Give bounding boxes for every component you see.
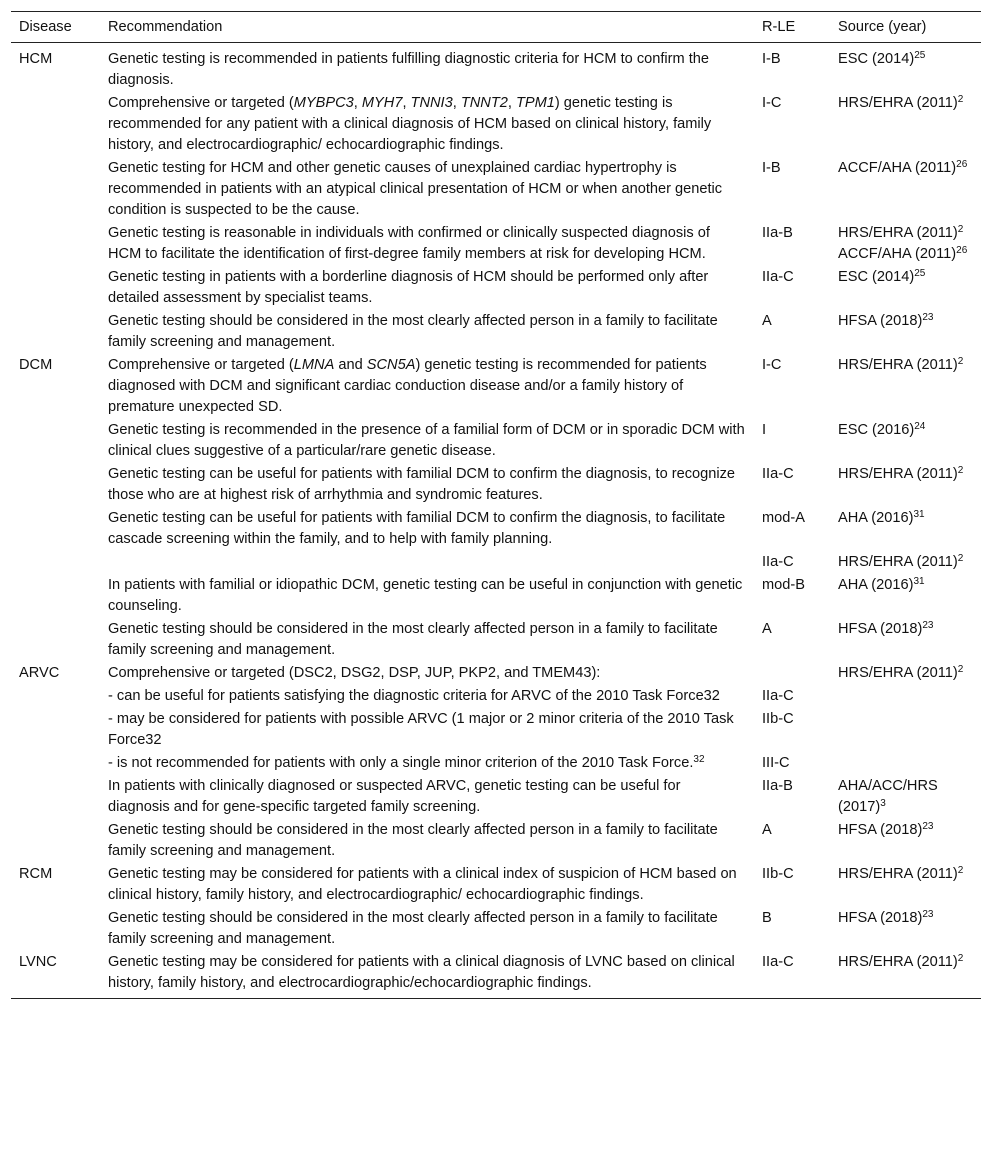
source-cell-empty: [830, 752, 981, 775]
rle-cell: I-B: [762, 160, 781, 176]
disease-cell-empty: [11, 310, 100, 354]
rle-cell: A: [762, 822, 772, 838]
reference-number: 2: [957, 224, 964, 235]
recommendation-cell: - can be useful for patients satisfying the diagnostic criteria for ARVC of the 2010 Task Force32: [108, 688, 720, 704]
recommendation-cell: Genetic testing should be considered in the most clearly affected person in a family to facilitate family screening and management.: [108, 313, 718, 350]
recommendation-cell: Comprehensive or targeted (DSC2, DSG2, DSP, JUP, PKP2, and TMEM43):: [108, 665, 601, 681]
separator: ,: [402, 95, 411, 111]
reference-number: 2: [957, 94, 964, 105]
rle-cell: IIa-B: [762, 778, 793, 794]
source-cell: [830, 863, 981, 907]
separator: and: [334, 357, 367, 373]
source-cell-empty: [830, 708, 981, 752]
rle-cell: mod-B: [762, 577, 805, 593]
header-recommendation: Recommendation: [108, 19, 223, 35]
header-row: [11, 12, 981, 43]
source-cell: [830, 507, 981, 551]
table-row: [11, 708, 981, 752]
disease-cell-empty: [11, 157, 100, 222]
gene-name: MYBPC3: [293, 95, 354, 111]
disease-cell-empty: [11, 507, 100, 551]
source-entry: [838, 223, 977, 244]
rle-cell: I-C: [762, 357, 782, 373]
disease-cell-empty: [11, 92, 100, 157]
rle-cell: mod-A: [762, 510, 805, 526]
source-text: AHA (2016): [838, 577, 914, 593]
table-row: [11, 618, 981, 662]
recommendation-cell: Genetic testing should be considered in the most clearly affected person in a family to facilitate family screening and management.: [108, 822, 718, 859]
rec-text: - is not recommended for patients with only a single minor criterion of the 2010 Task Force.: [108, 755, 694, 771]
disease-cell-empty: [11, 551, 100, 574]
disease-cell-empty: [11, 907, 100, 951]
table-row: [11, 310, 981, 354]
disease-cell-empty: [11, 266, 100, 310]
table-row: [11, 507, 981, 551]
gene-name: SCN5A: [366, 357, 416, 373]
reference-number: 2: [957, 953, 964, 964]
recommendation-cell: [100, 752, 754, 775]
table-row: [11, 266, 981, 310]
source-text: HRS/EHRA (2011): [838, 866, 958, 882]
source-text: HRS/EHRA (2011): [838, 554, 958, 570]
separator: ,: [507, 95, 516, 111]
table-row: [11, 907, 981, 951]
recommendation-cell: In patients with clinically diagnosed or suspected ARVC, genetic testing can be useful for diagnosis and for gene-specific targeted family screening.: [108, 778, 681, 815]
reference-number: 25: [914, 268, 926, 279]
table-row: [11, 419, 981, 463]
source-cell: [830, 92, 981, 157]
disease-cell: LVNC: [19, 954, 57, 970]
source-cell: [830, 907, 981, 951]
reference-number: 31: [913, 576, 925, 587]
disease-cell-empty: [11, 574, 100, 618]
source-cell: [830, 157, 981, 222]
reference-number: 32: [693, 754, 705, 765]
rec-text: Comprehensive or targeted (: [108, 95, 294, 111]
source-text: HRS/EHRA (2011): [838, 665, 958, 681]
reference-number: 31: [913, 509, 925, 520]
recommendation-cell: [100, 354, 754, 419]
recommendation-cell-empty: [100, 551, 754, 574]
reference-number: 26: [956, 245, 968, 256]
rle-cell: I: [762, 422, 767, 438]
rle-cell: B: [762, 910, 772, 926]
source-cell: [830, 463, 981, 507]
recommendation-cell: Genetic testing is recommended in patients fulfilling diagnostic criteria for HCM to confirm the diagnosis.: [108, 51, 710, 88]
reference-number: 2: [957, 664, 964, 675]
rle-cell: [754, 662, 830, 685]
disease-cell: DCM: [19, 357, 53, 373]
recommendation-cell: - may be considered for patients with possible ARVC (1 major or 2 minor criteria of the 2010 Task Force32: [108, 711, 734, 748]
rle-cell: I-B: [762, 51, 781, 67]
source-text: HRS/EHRA (2011): [838, 225, 958, 241]
disease-cell-empty: [11, 222, 100, 266]
disease-cell-empty: [11, 775, 100, 819]
recommendation-cell: Genetic testing in patients with a borderline diagnosis of HCM should be performed only after detailed assessment by specialist teams.: [108, 269, 709, 306]
rle-cell: IIa-C: [762, 466, 794, 482]
reference-number: 2: [957, 865, 964, 876]
disease-cell-empty: [11, 752, 100, 775]
source-cell: [830, 419, 981, 463]
table-row: [11, 43, 981, 93]
source-text: HRS/EHRA (2011): [838, 95, 958, 111]
source-cell: [830, 222, 981, 266]
table-row: [11, 863, 981, 907]
rle-cell: A: [762, 313, 772, 329]
disease-cell: HCM: [19, 51, 53, 67]
rle-cell: IIb-C: [762, 711, 794, 727]
table-row: [11, 463, 981, 507]
source-cell: [830, 662, 981, 685]
recommendation-cell: [100, 92, 754, 157]
disease-cell-empty: [11, 419, 100, 463]
gene-name: MYH7: [361, 95, 403, 111]
rle-cell: A: [762, 621, 772, 637]
gene-name: TNNI3: [410, 95, 453, 111]
reference-number: 23: [922, 620, 934, 631]
recommendation-cell: Genetic testing should be considered in the most clearly affected person in a family to facilitate family screening and management.: [108, 621, 718, 658]
source-cell: [830, 354, 981, 419]
separator: ,: [452, 95, 461, 111]
recommendation-cell: Genetic testing can be useful for patients with familial DCM to confirm the diagnosis, to recognize those who are at highest risk of arrhythmia and syndromic features.: [108, 466, 736, 503]
rle-cell: IIa-C: [762, 554, 794, 570]
table-row: [11, 157, 981, 222]
rec-text: ) genetic testing is recommended for any patient with a clinical diagnosis of HCM based on clinical history, family history, and electrocardiographic/ echocardiographic findings.: [108, 95, 712, 153]
reference-number: 2: [957, 356, 964, 367]
source-text: HRS/EHRA (2011): [838, 357, 958, 373]
reference-number: 2: [957, 553, 964, 564]
disease-cell: RCM: [19, 866, 53, 882]
rle-cell: IIa-C: [762, 688, 794, 704]
rle-cell: IIa-C: [762, 954, 794, 970]
source-text: ESC (2014): [838, 269, 915, 285]
table-row: [11, 775, 981, 819]
source-cell: [830, 775, 981, 819]
source-cell: [830, 819, 981, 863]
source-text: HFSA (2018): [838, 313, 923, 329]
reference-number: 26: [956, 159, 968, 170]
recommendation-cell: Genetic testing may be considered for patients with a clinical diagnosis of LVNC based on clinical history, family history, and electrocardiographic/echocardiographic findings.: [108, 954, 735, 991]
source-text: ESC (2014): [838, 51, 915, 67]
source-cell: [830, 551, 981, 574]
rle-cell: IIa-C: [762, 269, 794, 285]
source-entry: [838, 244, 977, 265]
disease-cell-empty: [11, 618, 100, 662]
separator: ,: [353, 95, 362, 111]
table-row: [11, 574, 981, 618]
table-row: [11, 662, 981, 685]
disease-cell-empty: [11, 463, 100, 507]
source-cell: [830, 43, 981, 93]
disease-cell-empty: [11, 819, 100, 863]
header-source: Source (year): [838, 19, 927, 35]
recommendation-cell: In patients with familial or idiopathic DCM, genetic testing can be useful in conjunction with genetic counseling.: [108, 577, 743, 614]
table-row: [11, 819, 981, 863]
recommendation-cell: Genetic testing can be useful for patients with familial DCM to confirm the diagnosis, to facilitate cascade screening within the family, and to help with family planning.: [108, 510, 726, 547]
reference-number: 3: [880, 798, 886, 809]
guidelines-table-container: [11, 11, 981, 999]
source-cell-empty: [830, 685, 981, 708]
reference-number: 2: [957, 465, 964, 476]
reference-number: 23: [922, 909, 934, 920]
source-text: AHA/ACC/HRS (2017): [838, 778, 938, 815]
source-text: ACCF/AHA (2011): [838, 246, 957, 262]
gene-name: TNNT2: [460, 95, 508, 111]
table-row: [11, 222, 981, 266]
disease-cell-empty: [11, 708, 100, 752]
source-cell: [830, 618, 981, 662]
source-text: HRS/EHRA (2011): [838, 466, 958, 482]
source-cell: [830, 574, 981, 618]
source-text: AHA (2016): [838, 510, 914, 526]
rec-text: ) genetic testing is recommended for patients diagnosed with DCM and significant cardiac conduction disease and/or a family history of premature unexpected SD.: [108, 357, 707, 415]
reference-number: 23: [922, 821, 934, 832]
source-text: HFSA (2018): [838, 621, 923, 637]
source-text: HRS/EHRA (2011): [838, 954, 958, 970]
header-disease: Disease: [19, 19, 72, 35]
recommendation-cell: Genetic testing for HCM and other genetic causes of unexplained cardiac hypertrophy is recommended in patients with an atypical clinical presentation of HCM or when another genetic condition is suspected to be the cause.: [108, 160, 723, 218]
recommendation-cell: Genetic testing should be considered in the most clearly affected person in a family to facilitate family screening and management.: [108, 910, 718, 947]
reference-number: 25: [914, 50, 926, 61]
source-cell: [830, 310, 981, 354]
table-row: [11, 354, 981, 419]
rec-text: Comprehensive or targeted (: [108, 357, 294, 373]
table-row: [11, 951, 981, 999]
table-row: [11, 551, 981, 574]
source-cell: [830, 951, 981, 999]
header-rle: R-LE: [762, 19, 796, 35]
rle-cell: I-C: [762, 95, 782, 111]
recommendation-cell: Genetic testing may be considered for patients with a clinical index of suspicion of HCM based on clinical history, family history, and electrocardiographic/ echocardiographic findings.: [108, 866, 737, 903]
reference-number: 23: [922, 312, 934, 323]
guidelines-table: [11, 11, 981, 999]
source-text: ACCF/AHA (2011): [838, 160, 957, 176]
rle-cell: III-C: [762, 755, 790, 771]
source-text: ESC (2016): [838, 422, 915, 438]
table-row: [11, 92, 981, 157]
rle-cell: IIa-B: [762, 225, 793, 241]
rle-cell: IIb-C: [762, 866, 794, 882]
source-cell: [830, 266, 981, 310]
gene-name: LMNA: [293, 357, 335, 373]
reference-number: 24: [914, 421, 926, 432]
gene-name: TPM1: [515, 95, 555, 111]
disease-cell-empty: [11, 685, 100, 708]
source-text: HFSA (2018): [838, 822, 923, 838]
table-row: [11, 685, 981, 708]
recommendation-cell: Genetic testing is recommended in the presence of a familial form of DCM or in sporadic DCM with clinical clues suggestive of a particular/rare genetic disease.: [108, 422, 745, 459]
table-row: [11, 752, 981, 775]
disease-cell: ARVC: [19, 665, 60, 681]
recommendation-cell: Genetic testing is reasonable in individuals with confirmed or clinically suspected diagnosis of HCM to facilitate the identification of first-degree family members at risk for developing HCM.: [108, 225, 710, 262]
source-text: HFSA (2018): [838, 910, 923, 926]
